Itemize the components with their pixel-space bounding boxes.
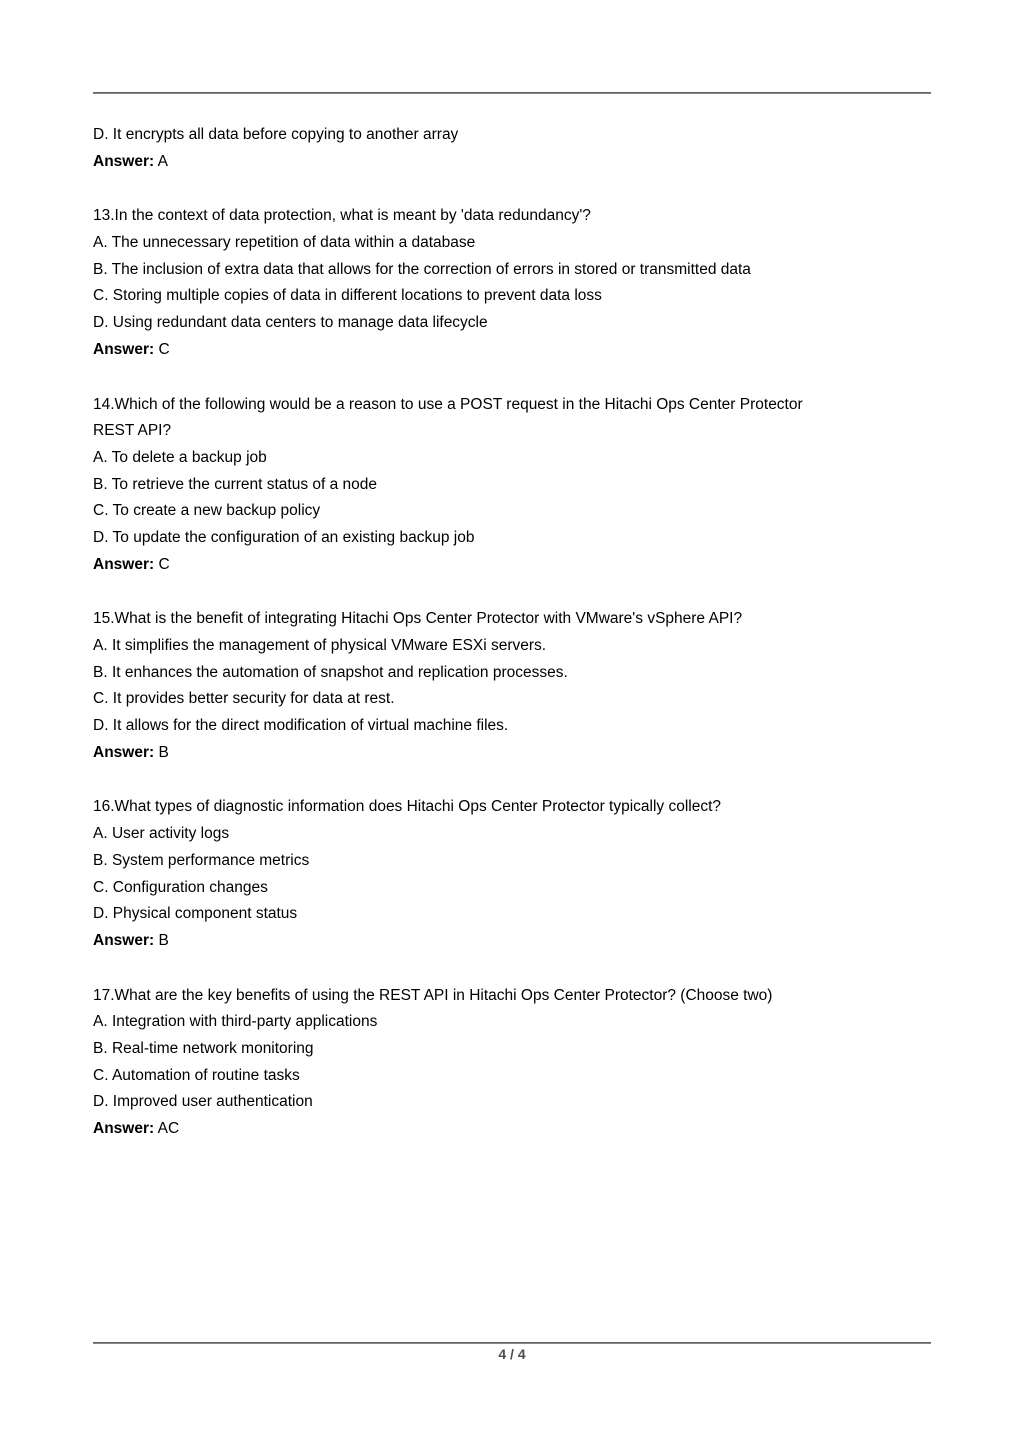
page-content [93, 122, 931, 1171]
answer-line [93, 740, 931, 767]
answer-value: C [158, 340, 170, 358]
option-text: A. The unnecessary repetition of data within a database [93, 234, 476, 252]
answer-line [93, 337, 931, 364]
answer-value: A [157, 152, 168, 170]
option-text: C. Configuration changes [93, 878, 268, 896]
option-text: D. Improved user authentication [93, 1093, 313, 1111]
question-text: 15.What is the benefit of integrating Hitachi Ops Center Protector with VMware's vSphere API? [93, 610, 743, 628]
option-text: C. Automation of routine tasks [93, 1066, 300, 1084]
option-text: D. Using redundant data centers to manage data lifecycle [93, 314, 488, 332]
option-text: A. User activity logs [93, 825, 230, 843]
question-text: 17.What are the key benefits of using the REST API in Hitachi Ops Center Protector? (Choose two) [93, 986, 773, 1004]
answer-line [93, 552, 931, 579]
question-text: 14.Which of the following would be a reason to use a POST request in the Hitachi Ops Center Protector [93, 395, 803, 413]
question-text: 16.What types of diagnostic information does Hitachi Ops Center Protector typically collect? [93, 798, 722, 816]
question-12-tail [93, 122, 931, 175]
option-text: D. Physical component status [93, 905, 298, 923]
header-rule [93, 92, 931, 94]
answer-label: Answer: [93, 340, 155, 358]
option-text: B. To retrieve the current status of a node [93, 475, 378, 493]
answer-value: C [158, 555, 170, 573]
question-14 [93, 392, 931, 579]
option-text: B. The inclusion of extra data that allows for the correction of errors in stored or transmitted data [93, 260, 751, 278]
footer-rule [93, 1342, 931, 1344]
option-text: C. To create a new backup policy [93, 502, 321, 520]
option-text: C. Storing multiple copies of data in different locations to prevent data loss [93, 287, 602, 305]
page-number: 4 / 4 [498, 1346, 526, 1362]
question-16 [93, 794, 931, 954]
option-text: B. System performance metrics [93, 851, 310, 869]
option-text: A. Integration with third-party applications [93, 1013, 378, 1031]
option-text: B. Real-time network monitoring [93, 1039, 314, 1057]
answer-label: Answer: [93, 152, 155, 170]
option-text: A. To delete a backup job [93, 448, 267, 466]
answer-label: Answer: [93, 743, 155, 761]
option-text: A. It simplifies the management of physical VMware ESXi servers. [93, 637, 547, 654]
question-15 [93, 606, 931, 766]
option-text: D. It encrypts all data before copying to another array [93, 126, 459, 143]
option-text: B. It enhances the automation of snapshot and replication processes. [93, 663, 568, 681]
question-17 [93, 983, 931, 1143]
answer-value: B [158, 743, 169, 761]
answer-label: Answer: [93, 1120, 155, 1137]
answer-label: Answer: [93, 555, 155, 573]
option-text: D. To update the configuration of an existing backup job [93, 528, 475, 546]
answer-value: AC [157, 1120, 180, 1137]
option-text: C. It provides better security for data at rest. [93, 690, 395, 708]
answer-line [93, 928, 931, 955]
answer-line [93, 1116, 931, 1143]
question-text: 13.In the context of data protection, what is meant by 'data redundancy'? [93, 207, 591, 225]
answer-label: Answer: [93, 931, 155, 949]
question-text: REST API? [93, 422, 172, 440]
option-text: D. It allows for the direct modification of virtual machine files. [93, 717, 509, 735]
answer-line [93, 149, 931, 176]
question-13 [93, 203, 931, 363]
answer-value: B [158, 931, 169, 949]
